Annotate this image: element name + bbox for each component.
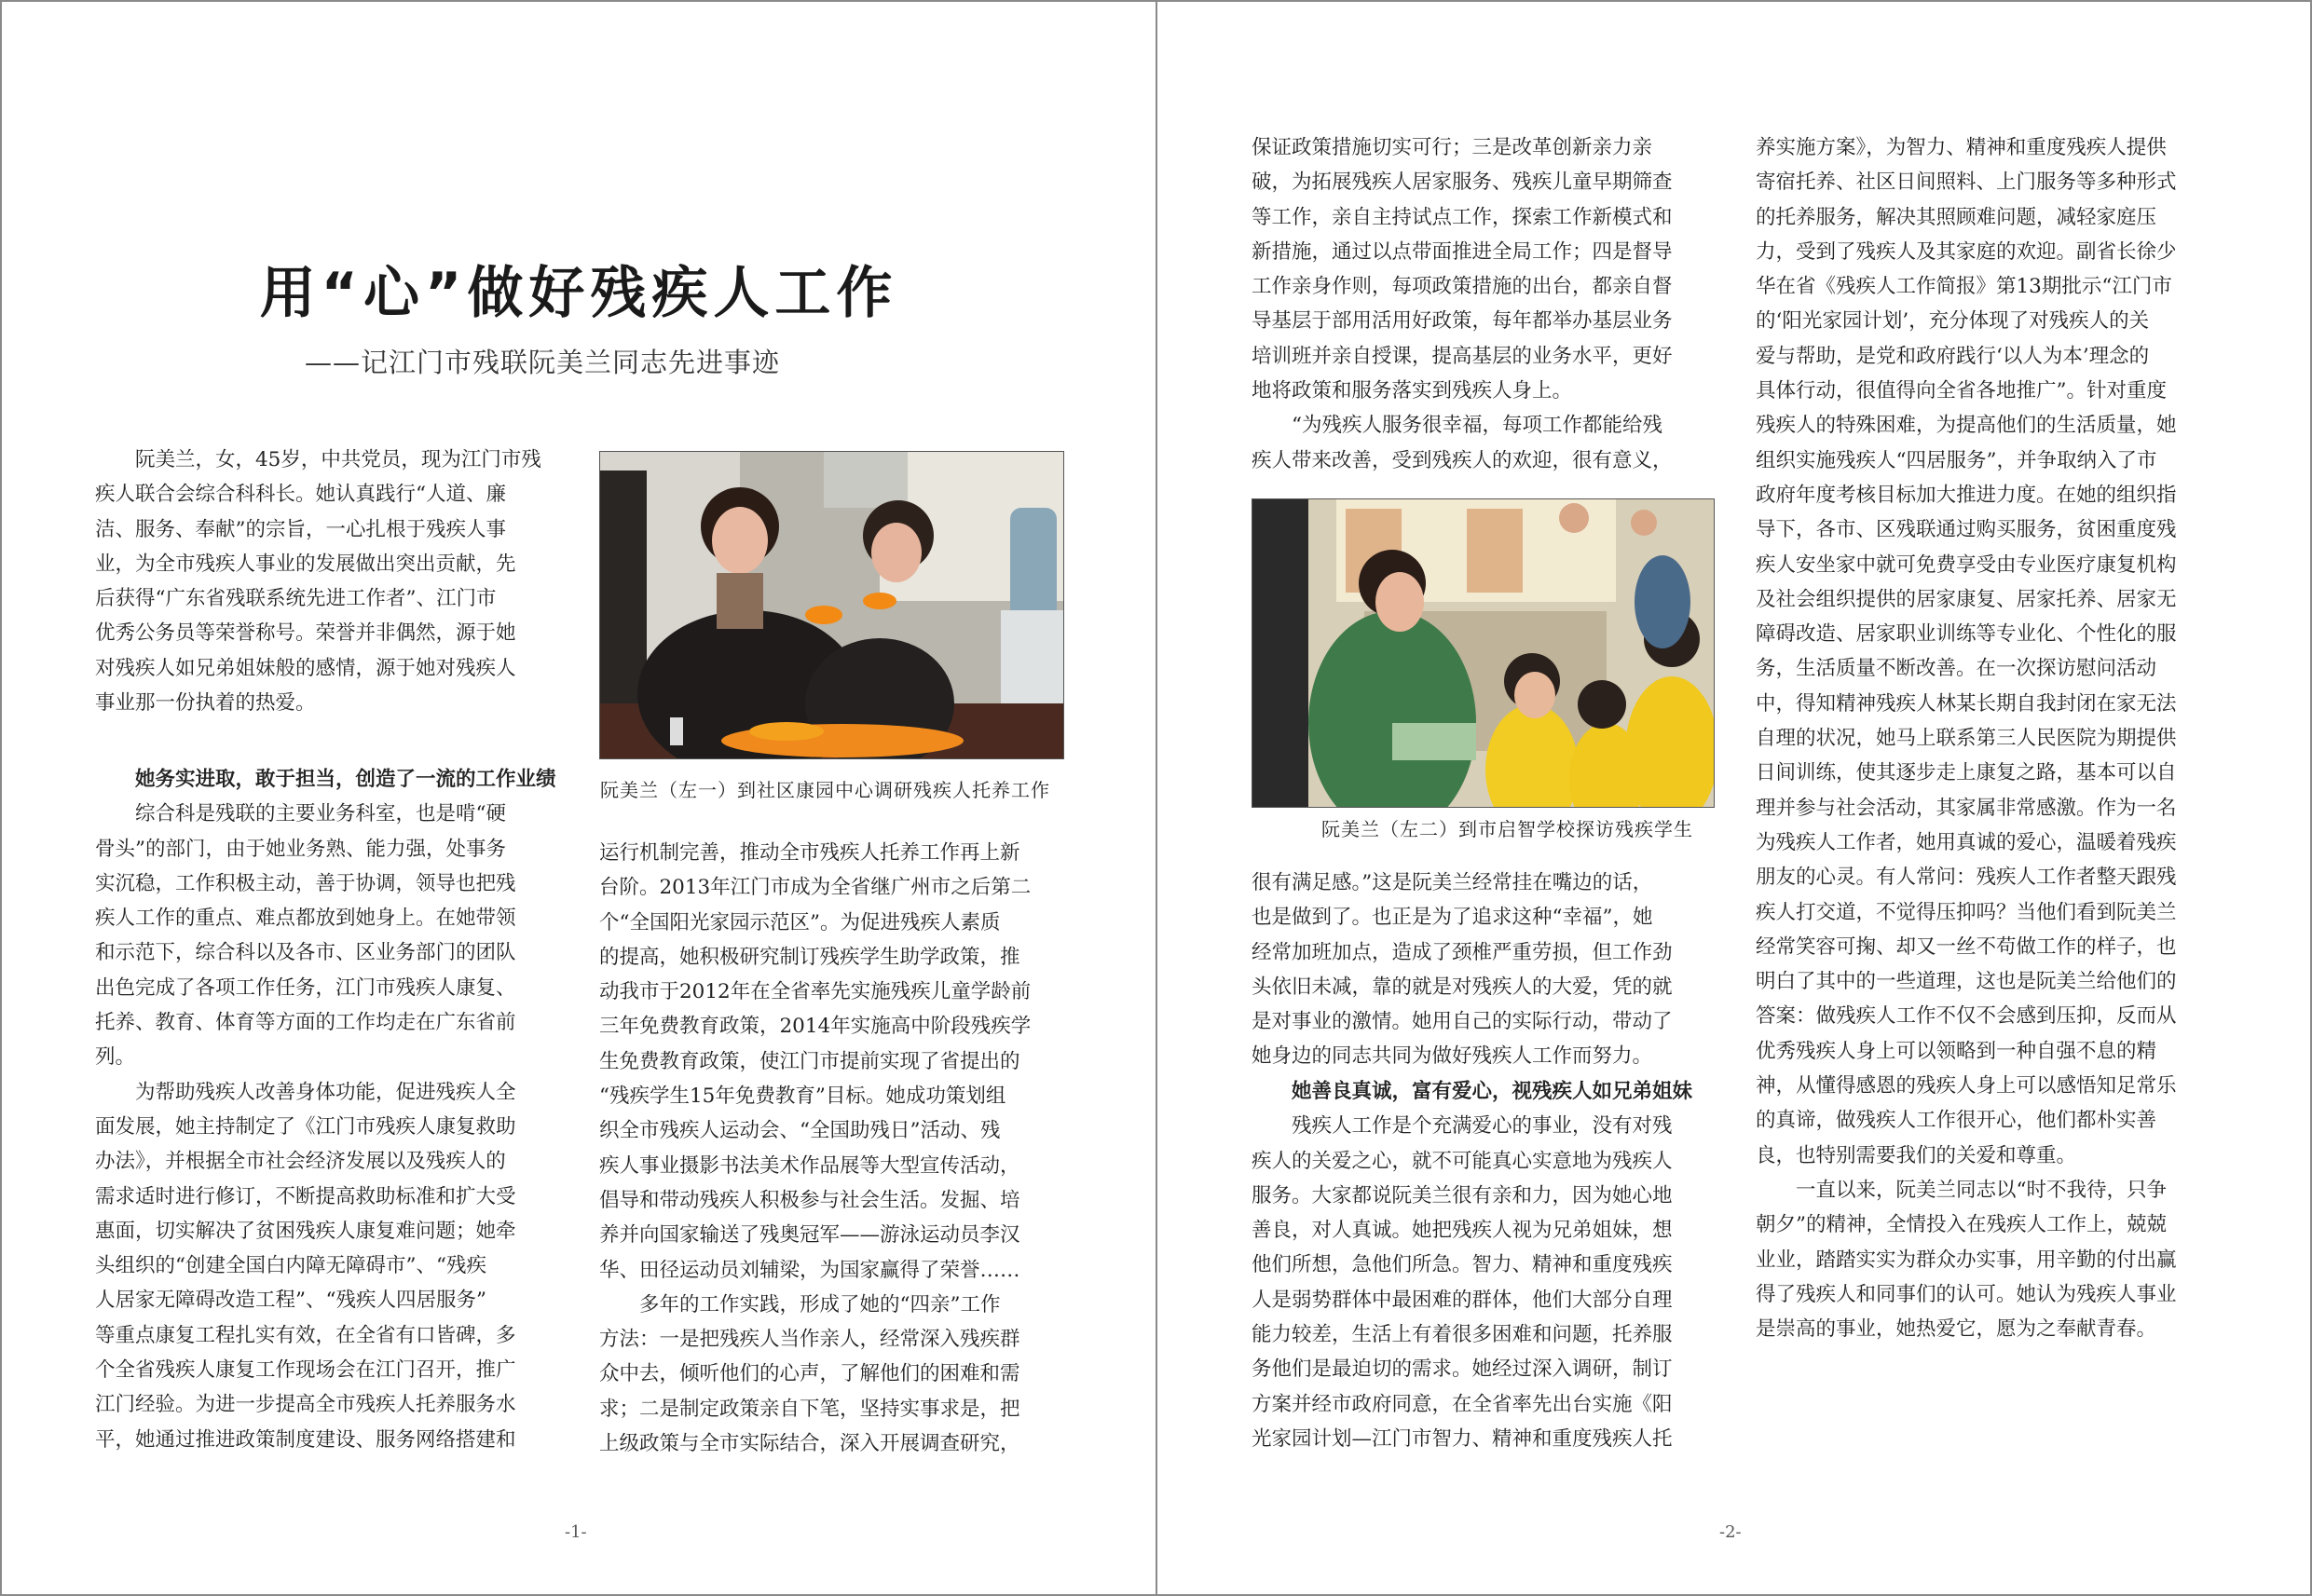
text-line: 为残疾人工作者，她用真诚的爱心，温暖着残疾 — [1756, 830, 2177, 854]
right-column-second — [1756, 130, 2222, 1346]
text-line: 和示范下，综合科以及各市、区业务部门的团队 — [95, 941, 516, 965]
text-line: 个“全国阳光家园示范区”。为促进残疾人素质 — [599, 910, 1001, 934]
text-line: 列。 — [95, 1045, 136, 1070]
text-line: 优秀公务员等荣誉称号。荣誉并非偶然，源于她 — [95, 621, 516, 646]
text-line: 江门经验。为进一步提高全市残疾人托养服务水 — [95, 1393, 516, 1417]
text-line: 阮美兰，女，45岁，中共党员，现为江门市残 — [135, 448, 541, 471]
text-line: 残疾人工作是个充满爱心的事业，没有对残 — [1292, 1114, 1673, 1139]
text-line: 服务。大家都说阮美兰很有亲和力，因为她心地 — [1252, 1183, 1673, 1207]
text-line: 的提高，她积极研究制订残疾学生助学政策，推 — [599, 945, 1020, 969]
left-column-second — [599, 836, 1065, 1461]
text-line: 业，为全市残疾人事业的发展做出突出贡献，先 — [95, 552, 516, 576]
text-line: 及社会组织提供的居家康复、居家托养、居家无 — [1756, 587, 2177, 611]
text-line: 疾人的关爱之心，就不可能真心实意地为残疾人 — [1252, 1149, 1673, 1173]
text-line: 朋友的心灵。有人常问：残疾人工作者整天跟残 — [1756, 866, 2177, 890]
section-heading: 她务实进取，敢于担当，创造了一流的工作业绩 — [135, 768, 556, 791]
text-line: 障碍改造、居家职业训练等专业化、个性化的服 — [1756, 622, 2177, 647]
text-line: 多年的工作实践，形成了她的“四亲”工作 — [639, 1292, 1001, 1316]
text-line: 等重点康复工程扎实有效，在全省有口皆碑，多 — [95, 1323, 516, 1347]
text-line: 面发展，她主持制定了《江门市残疾人康复救助 — [95, 1114, 516, 1139]
text-line: 地将政策和服务落实到残疾人身上。 — [1252, 379, 1573, 403]
text-line: 头组织的“创建全国白内障无障碍市”、“残疾 — [95, 1254, 486, 1278]
text-line: 能力较差，生活上有着很多困难和问题，托养服 — [1252, 1323, 1673, 1347]
text-line: 务，生活质量不断改善。在一次探访慰问活动 — [1756, 657, 2157, 681]
text-line: 力，受到了残疾人及其家庭的欢迎。副省长徐少 — [1756, 239, 2177, 264]
text-line: 人是弱势群体中最困难的群体，他们大部分自理 — [1252, 1288, 1673, 1312]
photo-caption: 阮美兰（左一）到社区康园中心调研残疾人托养工作 — [600, 779, 1050, 801]
text-line: 后获得“广东省残联系统先进工作者”、江门市 — [95, 587, 497, 611]
text-line: 办法》，并根据全市社会经济发展以及残疾人的 — [95, 1150, 506, 1174]
text-line: 经常笑容可掬、却又一丝不苟做工作的样子，也 — [1756, 934, 2177, 959]
page-right — [1156, 0, 2312, 1596]
photo-community-visit — [599, 451, 1064, 759]
photo-community-visit-image — [600, 452, 1064, 759]
text-line: 求；二是制定政策亲自下笔，坚持实事求是，把 — [599, 1397, 1020, 1421]
text-line: 疾人带来改善，受到残疾人的欢迎，很有意义， — [1252, 448, 1673, 472]
text-line: 众中去，倾听他们的心声，了解他们的困难和需 — [599, 1362, 1020, 1386]
text-line: 导下，各市、区残联通过购买服务，贫困重度残 — [1756, 518, 2177, 542]
text-line: 生免费教育政策，使江门市提前实现了省提出的 — [599, 1049, 1020, 1073]
text-line: 疾人工作的重点、难点都放到她身上。在她带领 — [95, 907, 516, 931]
right-column-top — [1252, 130, 1717, 478]
text-line: 疾人联合会综合科科长。她认真践行“人道、廉 — [95, 483, 506, 507]
text-line: 一直以来，阮美兰同志以“时不我待，只争 — [1796, 1178, 2167, 1202]
text-line: 人居家无障碍改造工程”、“残疾人四居服务” — [95, 1289, 486, 1313]
text-line: 平，她通过推进政策制度建设、服务网络搭建和 — [95, 1427, 516, 1452]
text-line: 政府年度考核目标加大推进力度。在她的组织指 — [1756, 483, 2177, 507]
text-line: 方法：一是把残疾人当作亲人，经常深入残疾群 — [599, 1328, 1020, 1352]
text-line: 等工作，亲自主持试点工作，探索工作新模式和 — [1252, 205, 1673, 229]
article-subtitle: ——记江门市残联阮美兰同志先进事迹 — [305, 347, 781, 378]
text-line: 他们所想，急他们所急。智力、精神和重度残疾 — [1252, 1253, 1673, 1277]
text-line: 善良，对人真诚。她把残疾人视为兄弟姐妹，想 — [1252, 1219, 1673, 1243]
photo-school-visit — [1252, 498, 1715, 808]
text-line: 织全市残疾人运动会、“全国助残日”活动、残 — [599, 1119, 1001, 1143]
text-line: 对残疾人如兄弟姐妹般的感情，源于她对残疾人 — [95, 656, 516, 680]
text-line: 事业那一份执着的热爱。 — [95, 691, 316, 716]
text-line: 疾人事业摄影书法美术作品展等大型宣传活动， — [599, 1153, 1020, 1178]
text-line: 需求适时进行修订，不断提高救助标准和扩大受 — [95, 1184, 516, 1208]
text-line: 倡导和带动残疾人积极参与社会生活。发掘、培 — [599, 1188, 1020, 1212]
text-line: 组织实施残疾人“四居服务”，并争取纳入了市 — [1756, 448, 2157, 472]
text-line: 破，为拓展残疾人居家服务、残疾儿童早期筛查 — [1252, 171, 1673, 195]
text-line: 良，也特别需要我们的关爱和尊重。 — [1756, 1143, 2077, 1167]
text-line: 得了残疾人和同事们的认可。她认为残疾人事业 — [1756, 1282, 2177, 1306]
text-line: 工作亲身作则，每项政策措施的出台，都亲自督 — [1252, 275, 1673, 299]
text-line: 答案：做残疾人工作不仅不会感到压抑，反而从 — [1756, 1004, 2177, 1029]
text-line: 的‘阳光家园计划’，充分体现了对残疾人的关 — [1756, 309, 2150, 334]
text-line: 也是做到了。也正是为了追求这种“幸福”，她 — [1252, 906, 1653, 930]
text-line: 中，得知精神残疾人林某长期自我封闭在家无法 — [1756, 691, 2177, 716]
text-line: 优秀残疾人身上可以领略到一种自强不息的精 — [1756, 1039, 2157, 1063]
text-line: 寄宿托养、社区日间照料、上门服务等多种形式 — [1756, 171, 2177, 195]
text-line: “为残疾人服务很幸福，每项工作都能给残 — [1292, 414, 1662, 438]
text-line: 为帮助残疾人改善身体功能，促进残疾人全 — [135, 1080, 516, 1104]
text-line: 明白了其中的一些道理，这也是阮美兰给他们的 — [1756, 970, 2177, 994]
text-line: 是对事业的激情。她用自己的实际行动，带动了 — [1252, 1010, 1673, 1034]
text-line: 疾人打交道，不觉得压抑吗？当他们看到阮美兰 — [1756, 900, 2177, 924]
text-line: 她身边的同志共同为做好残疾人工作而努力。 — [1252, 1044, 1653, 1069]
text-line: 培训班并亲自授课，提高基层的业务水平，更好 — [1252, 344, 1673, 368]
text-line: 养并向国家输送了残奥冠军——游泳运动员李汉 — [599, 1223, 1020, 1248]
text-line: 个全省残疾人康复工作现场会在江门召开，推广 — [95, 1358, 516, 1383]
text-line: 综合科是残联的主要业务科室，也是啃“硬 — [135, 802, 506, 826]
text-line: 出色完成了各项工作任务，江门市残疾人康复、 — [95, 975, 516, 1000]
text-line: 朝夕”的精神，全情投入在残疾人工作上，兢兢 — [1756, 1213, 2167, 1237]
photo-school-visit-image — [1252, 499, 1715, 808]
text-line: 神，从懂得感恩的残疾人身上可以感悟知足常乐 — [1756, 1074, 2177, 1098]
article-title: 用“心”做好残疾人工作 — [259, 261, 898, 326]
text-line: 具体行动，很值得向全省各地推广”。针对重度 — [1756, 379, 2167, 403]
text-line: 是崇高的事业，她热爱它，愿为之奉献青春。 — [1756, 1317, 2157, 1342]
text-line: 华在省《残疾人工作简报》第13期批示“江门市 — [1756, 275, 2172, 299]
left-column-body — [95, 797, 561, 1457]
text-line: 华、田径运动员刘辅梁，为国家赢得了荣誉…… — [599, 1258, 1020, 1282]
text-line: 实沉稳，工作积极主动，善于协调，领导也把残 — [95, 871, 516, 895]
text-line: 上级政策与全市实际结合，深入开展调查研究， — [599, 1432, 1020, 1456]
text-line: 方案并经市政府同意，在全省率先出台实施《阳 — [1252, 1392, 1673, 1416]
section-heading: 她善良真诚，富有爱心，视残疾人如兄弟姐妹 — [1292, 1080, 1693, 1103]
text-line: 骨头”的部门，由于她业务熟、能力强，处事务 — [95, 837, 506, 861]
text-line: 疾人安坐家中就可免费享受由专业医疗康复机构 — [1756, 552, 2177, 577]
text-line: 理并参与社会活动，其家属非常感激。作为一名 — [1756, 796, 2177, 820]
photo-caption: 阮美兰（左二）到市启智学校探访残疾学生 — [1321, 818, 1693, 840]
text-line: 三年免费教育政策，2014年实施高中阶段残疾学 — [599, 1015, 1032, 1039]
text-line: 务他们是最迫切的需求。她经过深入调研，制订 — [1252, 1357, 1673, 1382]
right-column-bottom — [1252, 1074, 1717, 1456]
text-line: 头依旧未减，靠的就是对残疾人的大爱，凭的就 — [1252, 975, 1673, 999]
right-column-body — [1252, 1109, 1717, 1456]
text-line: 运行机制完善，推动全市残疾人托养工作再上新 — [599, 841, 1020, 865]
text-line: 残疾人的特殊困难，为提高他们的生活质量，她 — [1756, 414, 2177, 438]
text-line: 养实施方案》，为智力、精神和重度残疾人提供 — [1756, 136, 2167, 159]
text-line: 很有满足感。”这是阮美兰经常挂在嘴边的话， — [1252, 871, 1653, 894]
text-line: 业业，踏踏实实为群众办实事，用辛勤的付出赢 — [1756, 1248, 2177, 1272]
text-line: 经常加班加点，造成了颈椎严重劳损，但工作劲 — [1252, 940, 1673, 964]
left-column-main — [95, 762, 561, 1457]
text-line: “残疾学生15年免费教育”目标。她成功策划组 — [599, 1084, 1006, 1109]
text-line: 保证政策措施切实可行；三是改革创新亲力亲 — [1252, 136, 1653, 159]
page-number: -1- — [565, 1522, 587, 1542]
text-line: 导基层于部用活用好政策，每年都举办基层业务 — [1252, 309, 1673, 334]
text-line: 的真谛，做残疾人工作很开心，他们都朴实善 — [1756, 1109, 2157, 1133]
text-line: 动我市于2012年在全省率先实施残疾儿童学龄前 — [599, 980, 1032, 1004]
right-column-middle — [1252, 866, 1717, 1074]
left-column-intro — [95, 443, 561, 720]
text-line: 惠面，切实解决了贫困残疾人康复难问题；她牵 — [95, 1219, 516, 1243]
text-line: 自理的状况，她马上联系第三人民医院为期提供 — [1756, 727, 2177, 751]
page-number: -2- — [1719, 1522, 1742, 1542]
text-line: 托养、教育、体育等方面的工作均走在广东省前 — [95, 1011, 516, 1035]
text-line: 台阶。2013年江门市成为全省继广州市之后第二 — [599, 876, 1032, 900]
text-line: 新措施，通过以点带面推进全局工作；四是督导 — [1252, 239, 1673, 264]
text-line: 爱与帮助，是党和政府践行‘以人为本’理念的 — [1756, 344, 2150, 368]
text-line: 日间训练，使其逐步走上康复之路，基本可以自 — [1756, 761, 2177, 785]
text-line: 光家园计划—江门市智力、精神和重度残疾人托 — [1252, 1426, 1673, 1451]
text-line: 的托养服务，解决其照顾难问题，减轻家庭压 — [1756, 205, 2157, 229]
text-line: 洁、服务、奉献”的宗旨，一心扎根于残疾人事 — [95, 517, 506, 541]
